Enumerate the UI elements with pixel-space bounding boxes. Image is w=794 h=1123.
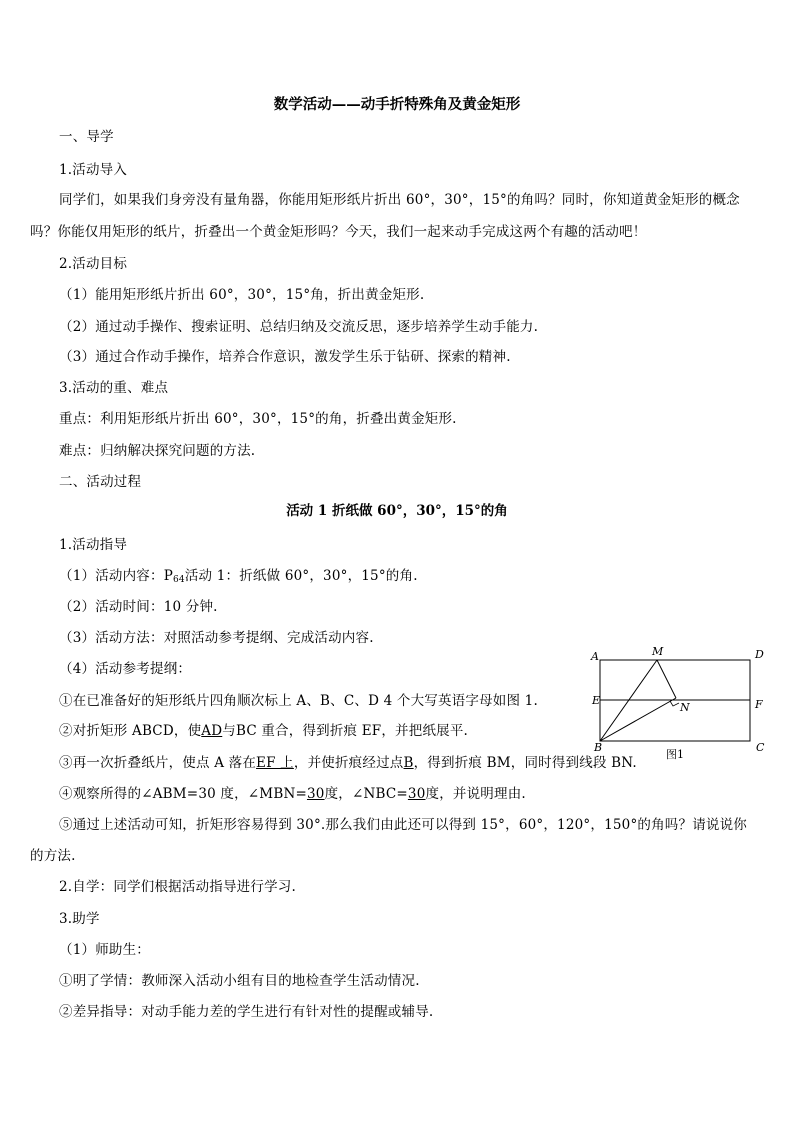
help-item-2: ②差异指导：对动手能力差的学生进行有针对性的提醒或辅导. (59, 1004, 434, 1020)
content-subscript: 64 (172, 575, 185, 585)
self-study: 2.自学：同学们根据活动指导进行学习. (59, 879, 296, 895)
label-d: D (755, 648, 764, 661)
step-3-text-a: ③再一次折叠纸片，使点 A 落在 (59, 755, 257, 771)
step-5-line1: ⑤通过上述活动可知，折矩形容易得到 30°.那么我们由此还可以得到 15°，60°，120°，150°的角吗？请说说你 (59, 817, 747, 833)
step-2-text-b: 与BC 重合，得到折痕 EF，并把纸展平. (222, 723, 469, 739)
label-f: F (755, 698, 763, 711)
help-item-1: ①明了学情：教师深入活动小组有目的地检查学生活动情况. (59, 973, 420, 989)
label-m: M (652, 645, 664, 658)
intro-paragraph-line1: 同学们，如果我们身旁没有量角器，你能用矩形纸片折出 60°，30°，15°的角吗？同时，你知道黄金矩形的概念 (59, 192, 740, 208)
label-e: E (592, 694, 601, 707)
step-3 (59, 753, 637, 773)
figure-caption: 图1 (666, 748, 684, 761)
step-3-text-b: ，并使折痕经过点 (293, 755, 404, 771)
intro-paragraph-line2: 吗？你能仅用矩形的纸片，折叠出一个黄金矩形吗？今天，我们一起来动手完成这两个有趣的活动吧！ (30, 224, 647, 240)
key-point: 重点：利用矩形纸片折出 60°，30°，15°的角，折叠出黄金矩形. (59, 411, 457, 427)
segment-bn (600, 698, 676, 741)
step-5-line2: 的方法. (30, 848, 76, 864)
step-2-answer-1: AD (201, 723, 223, 739)
step-4-answer-2: 30 (407, 786, 426, 802)
content-suffix: 活动 1：折纸做 60°，30°，15°的角. (184, 568, 418, 584)
goal-item-2: （2）通过动手操作、搜索证明、总结归纳及交流反思，逐步培养学生动手能力. (59, 319, 539, 335)
document-title: 数学活动——动手折特殊角及黄金矩形 (273, 96, 521, 113)
activity-time: （2）活动时间：10 分钟. (59, 599, 218, 615)
step-3-text-c: ，得到折痕 BM，同时得到线段 BN. (413, 755, 637, 771)
label-c: C (756, 741, 765, 754)
step-4-text-a: ④观察所得的∠ABM=30 度，∠MBN= (59, 786, 307, 802)
goal-item-1: （1）能用矩形纸片折出 60°，30°，15°角，折出黄金矩形. (59, 287, 425, 303)
outline-heading: （4）活动参考提纲： (59, 661, 192, 677)
section-heading-1: 一、导学 (59, 129, 114, 145)
goal-item-3: （3）通过合作动手操作，培养合作意识，激发学生乐于钻研、探索的精神. (59, 349, 511, 365)
step-4 (59, 784, 526, 804)
activity1-title: 活动 1 折纸做 60°，30°，15°的角 (286, 503, 508, 519)
step-3-answer-2: B (403, 755, 414, 771)
label-b: B (594, 741, 603, 754)
difficult-point: 难点：归纳解决探究问题的方法. (59, 443, 256, 459)
step-4-text-c: 度，并说明理由. (425, 786, 526, 802)
label-n: N (680, 701, 690, 714)
intro-heading: 1.活动导入 (59, 162, 128, 178)
step-2-text-a: ②对折矩形 ABCD，使 (59, 723, 202, 739)
step-2 (59, 721, 468, 741)
help-heading: 3.助学 (59, 911, 100, 927)
step-4-text-b: 度，∠NBC= (324, 786, 408, 802)
goals-heading: 2.活动目标 (59, 256, 128, 272)
right-angle-mark (670, 701, 679, 706)
section-heading-2: 二、活动过程 (59, 474, 142, 490)
teacher-help: （1）师助生： (59, 942, 150, 958)
step-1: ①在已准备好的矩形纸片四角顺次标上 A、B、C、D 4 个大写英语字母如图 1. (59, 693, 538, 709)
activity-method: （3）活动方法：对照活动参考提纲、完成活动内容. (59, 630, 374, 646)
key-heading: 3.活动的重、难点 (59, 380, 169, 396)
step-4-answer-1: 30 (306, 786, 325, 802)
guide-heading: 1.活动指导 (59, 537, 128, 553)
label-a: A (591, 650, 599, 663)
step-3-answer-1: EF 上 (256, 755, 294, 771)
figure-1 (586, 640, 776, 765)
content-prefix: （1）活动内容：P (59, 568, 173, 584)
segment-mn (657, 660, 676, 698)
rectangle-fold-diagram (586, 640, 776, 765)
activity-content (59, 566, 418, 590)
